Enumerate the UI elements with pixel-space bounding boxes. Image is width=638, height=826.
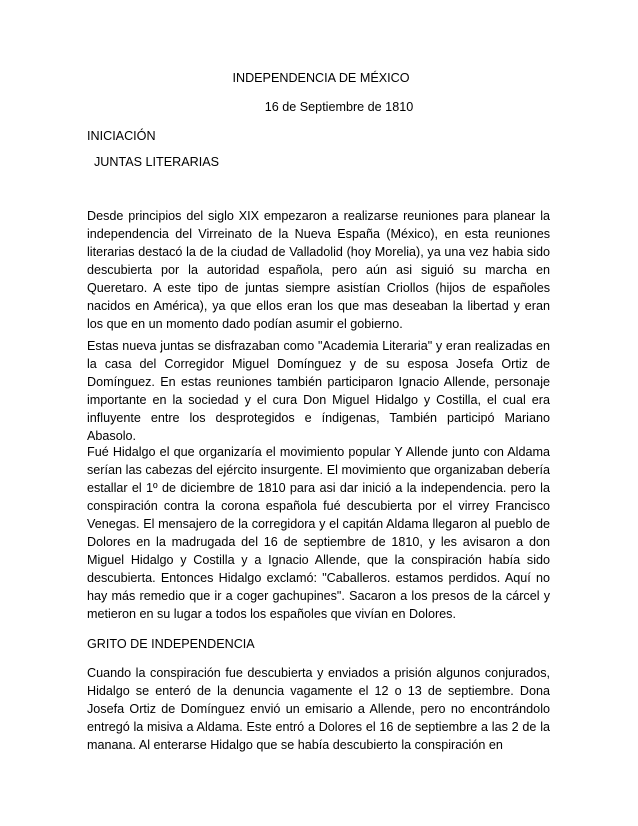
paragraph-grito: Cuando la conspiración fue descubierta y enviados a prisión algunos conjurados, Hidalgo se enteró de la denuncia vagamente el 12 o 13 de septiembre. Dona Josefa Ortiz de Domínguez envió un emisario a Allende, pero no encontrándolo entregó la misiva a Aldama. Este entró a Dolores el 16 de septiembre a las 2 de la manana. Al enterarse Hidalgo que se había descubierto la conspiración en [87, 666, 550, 752]
document-title: INDEPENDENCIA DE MÉXICO [232, 71, 410, 85]
section-heading-grito: GRITO DE INDEPENDENCIA [87, 637, 255, 651]
document-date: 16 de Septiembre de 1810 [264, 100, 414, 114]
subsection-heading-juntas: JUNTAS LITERARIAS [94, 155, 220, 169]
section-heading-iniciacion: INICIACIÓN [87, 129, 156, 143]
paragraph-1: Desde principios del siglo XIX empezaron a realizarse reuniones para planear la independencia del Virreinato de la Nueva España (México), en esta reuniones literarias destacó la de la ciudad de Valladolid (hoy Morelia), ya una vez habia sido descubierta por la autoridad española, pero aún asi siguió su marcha en Queretaro. A este tipo de juntas siempre asistían Criollos (hijos de españoles nacidos en América), ya que ellos eran los que mas deseaban la libertad y eran los que en un momento dado podían asumir el gobierno. [87, 209, 550, 331]
paragraph-2: Estas nueva juntas se disfrazaban como "Academia Literaria" y eran realizadas en la casa del Corregidor Miguel Domínguez y de su esposa Josefa Ortiz de Domínguez. En estas reuniones también participaron Ignacio Allende, personaje importante en la sociedad y el cura Don Miguel Hidalgo y Costilla, el cual era influyente entre los desprotegidos e índigenas, También participó Mariano Abasolo. [87, 339, 550, 443]
paragraph-3: Fué Hidalgo el que organizaría el movimiento popular Y Allende junto con Aldama serían las cabezas del ejército insurgente. El movimiento que organizaban debería estallar el 1º de diciembre de 1810 para asi dar inició a la independencia. pero la conspiración contra la corona española fué descubierta por el virrey Francisco Venegas. El mensajero de la corregidora y el capitán Aldama llegaron al pueblo de Dolores en la madrugada del 16 de septiembre de 1810, y les avisaron a don Miguel Hidalgo y Costilla y a Ignacio Allende, que la conspiración había sido descubierta. Entonces Hidalgo exclamó: "Caballeros. estamos perdidos. Aquí no hay más remedio que ir a coger gachupines". Sacaron a los presos de la cárcel y metieron en su lugar a todos los españoles que vivían en Dolores. [87, 445, 550, 621]
